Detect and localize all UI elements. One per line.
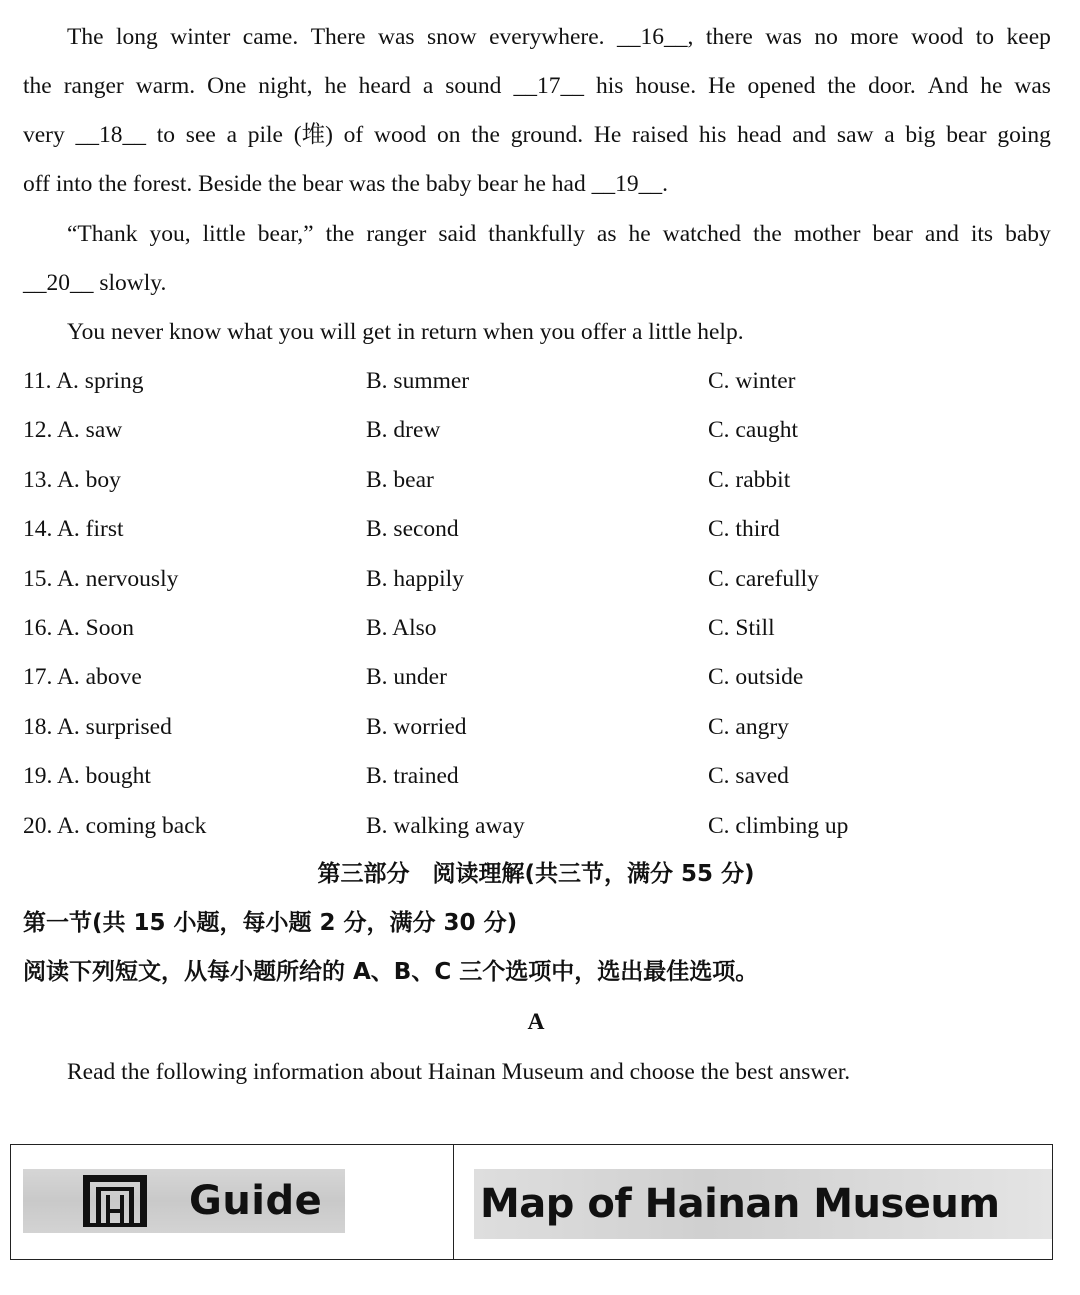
- word: the: [23, 73, 52, 99]
- word: a: [422, 73, 434, 99]
- word: to: [975, 24, 995, 50]
- word: more: [850, 24, 899, 50]
- option-a: 20. A. coming back: [23, 813, 207, 839]
- word: There: [310, 24, 366, 50]
- word: he: [980, 73, 1003, 99]
- option-c: C. saved: [708, 763, 789, 789]
- map-title: Map of Hainan Museum: [480, 1181, 1000, 1227]
- word: and: [924, 221, 959, 247]
- passage-line-5: [67, 219, 1051, 249]
- word: going: [997, 122, 1051, 148]
- word: ranger: [366, 221, 427, 247]
- word: and: [792, 122, 827, 148]
- option-b: B. under: [366, 664, 447, 690]
- word: there: [705, 24, 753, 50]
- word: big: [905, 122, 936, 148]
- passage-moral: You never know what you will get in return when you offer a little help.: [67, 319, 744, 345]
- word: “Thank: [67, 221, 138, 247]
- word: __17__: [513, 73, 584, 99]
- word: little: [202, 221, 246, 247]
- word: thankfully: [488, 221, 585, 247]
- option-b: B. walking away: [366, 813, 525, 839]
- word: everywhere.: [489, 24, 605, 50]
- option-a: 13. A. boy: [23, 467, 121, 493]
- word: wood: [911, 24, 964, 50]
- passage-line-3: [23, 120, 1051, 150]
- option-a: 14. A. first: [23, 516, 124, 542]
- option-b: B. bear: [366, 467, 434, 493]
- option-b: B. summer: [366, 368, 470, 394]
- word: He: [593, 122, 622, 148]
- word: And: [927, 73, 969, 99]
- word: the: [753, 221, 782, 247]
- part-title: 第三部分 阅读理解(共三节，满分 55 分): [317, 861, 755, 887]
- word: as: [596, 221, 617, 247]
- word: bear: [872, 221, 913, 247]
- word: ground.: [510, 122, 584, 148]
- option-a: 12. A. saw: [23, 417, 123, 443]
- word: raised: [632, 122, 689, 148]
- word: keep: [1006, 24, 1051, 50]
- option-c: C. climbing up: [708, 813, 849, 839]
- word: long: [116, 24, 158, 50]
- option-a: 18. A. surprised: [23, 714, 172, 740]
- option-a: 17. A. above: [23, 664, 142, 690]
- option-b: B. drew: [366, 417, 441, 443]
- word: of: [343, 122, 364, 148]
- word: saw: [836, 122, 874, 148]
- option-a: 11. A. spring: [23, 368, 144, 394]
- guide-cell: [11, 1145, 454, 1259]
- option-c: C. winter: [708, 368, 796, 394]
- map-cell: [454, 1145, 1052, 1259]
- option-c: C. third: [708, 516, 780, 542]
- word: you,: [149, 221, 191, 247]
- word: wood: [373, 122, 427, 148]
- museum-logo-icon: [81, 1173, 149, 1229]
- passage-line-2: [23, 71, 1051, 101]
- reading-intro: Read the following information about Hainan Museum and choose the best answer.: [67, 1059, 851, 1085]
- word: head: [737, 122, 782, 148]
- word: (堆): [293, 122, 333, 148]
- word: He: [708, 73, 736, 99]
- word: heard: [358, 73, 411, 99]
- option-c: C. caught: [708, 417, 799, 443]
- word: mother: [793, 221, 861, 247]
- word: a: [226, 122, 237, 148]
- word: was: [765, 24, 802, 50]
- word: came.: [242, 24, 299, 50]
- word: house.: [635, 73, 697, 99]
- word: was: [377, 24, 415, 50]
- map-banner: [474, 1169, 1052, 1239]
- museum-info-table: [10, 1144, 1053, 1260]
- passage-line-1: [67, 22, 1051, 52]
- guide-label: Guide: [189, 1178, 323, 1224]
- option-c: C. rabbit: [708, 467, 791, 493]
- word: baby: [1005, 221, 1051, 247]
- option-a: 15. A. nervously: [23, 566, 179, 592]
- word: to: [156, 122, 176, 148]
- option-b: B. trained: [366, 763, 459, 789]
- word: bear: [946, 122, 987, 148]
- passage-line-4: off into the forest. Beside the bear was the baby bear he had __19__.: [23, 171, 668, 197]
- word: a: [884, 122, 895, 148]
- option-b: B. happily: [366, 566, 464, 592]
- word: no: [814, 24, 838, 50]
- word: snow: [426, 24, 477, 50]
- word: ranger: [63, 73, 124, 99]
- word: the: [471, 122, 500, 148]
- word: __18__: [75, 122, 147, 148]
- word: opened: [747, 73, 816, 99]
- subsection-title: 第一节(共 15 小题，每小题 2 分，满分 30 分): [23, 910, 518, 936]
- option-b: B. worried: [366, 714, 467, 740]
- word: sound: [445, 73, 502, 99]
- instruction-text: 阅读下列短文，从每小题所给的 A、B、C 三个选项中，选出最佳选项。: [23, 959, 759, 985]
- guide-banner: [23, 1169, 345, 1233]
- option-c: C. Still: [708, 615, 775, 641]
- word: __16__,: [617, 24, 694, 50]
- word: its: [970, 221, 994, 247]
- word: winter: [170, 24, 231, 50]
- word: he: [628, 221, 651, 247]
- option-a: 16. A. Soon: [23, 615, 134, 641]
- word: night,: [258, 73, 313, 99]
- passage-letter: A: [527, 1009, 545, 1035]
- passage-line-6: __20__ slowly.: [23, 270, 167, 296]
- word: The: [67, 24, 104, 50]
- word: watched: [662, 221, 742, 247]
- word: very: [23, 122, 65, 148]
- word: his: [698, 122, 727, 148]
- option-c: C. angry: [708, 714, 789, 740]
- word: warm.: [135, 73, 196, 99]
- word: One: [207, 73, 247, 99]
- word: the: [827, 73, 857, 99]
- word: pile: [247, 122, 283, 148]
- option-a: 19. A. bought: [23, 763, 151, 789]
- option-b: B. Also: [366, 615, 437, 641]
- option-c: C. carefully: [708, 566, 819, 592]
- word: said: [438, 221, 477, 247]
- word: see: [185, 122, 216, 148]
- word: bear,”: [257, 221, 314, 247]
- word: he: [324, 73, 347, 99]
- word: his: [595, 73, 624, 99]
- word: was: [1014, 73, 1051, 99]
- word: on: [436, 122, 461, 148]
- word: door.: [868, 73, 916, 99]
- option-c: C. outside: [708, 664, 804, 690]
- option-b: B. second: [366, 516, 459, 542]
- word: the: [325, 221, 355, 247]
